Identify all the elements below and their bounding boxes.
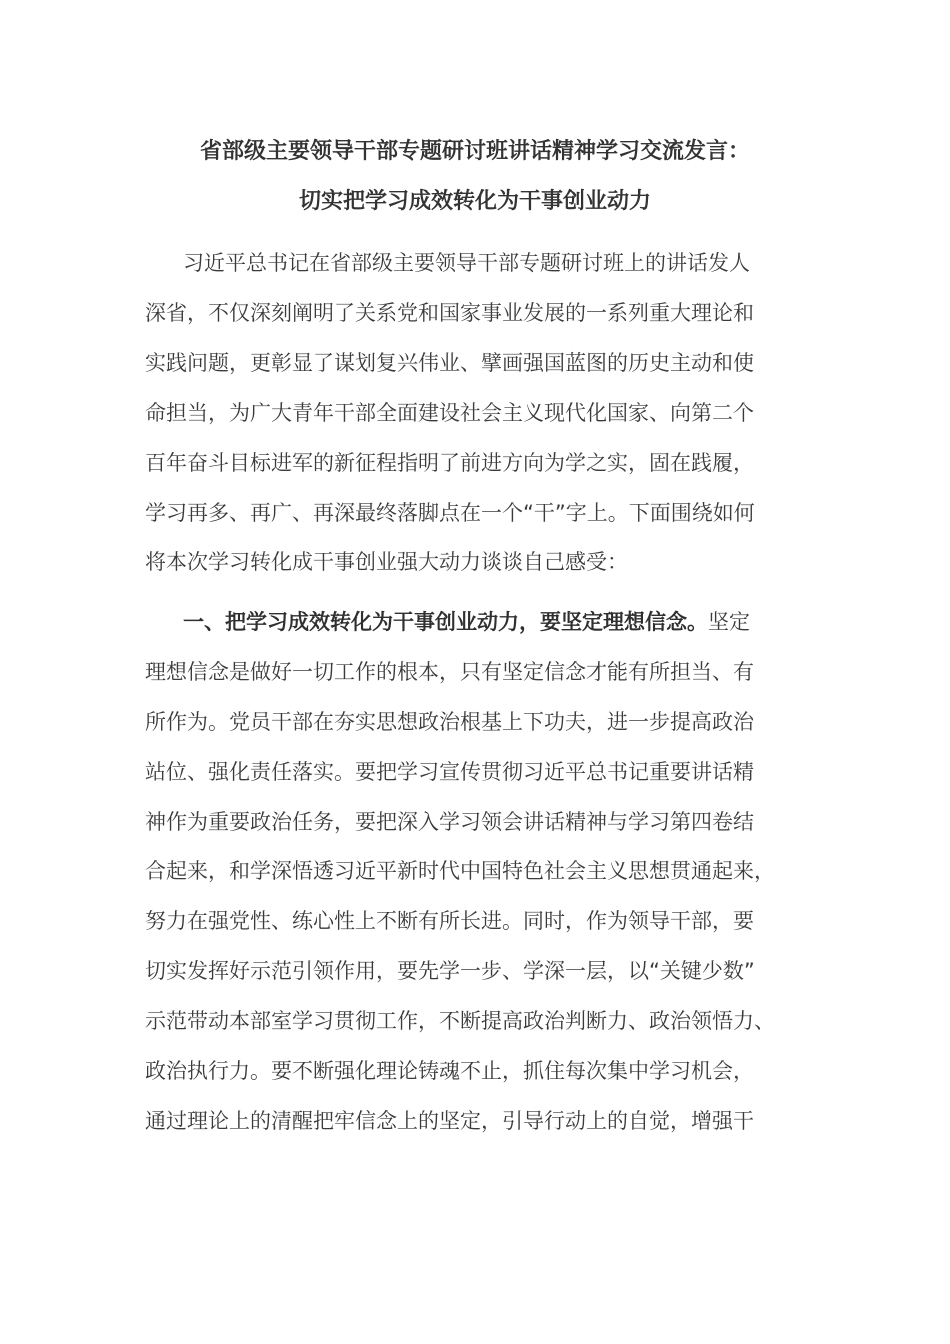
paragraph-1-line: 将本次学习转化成干事创业强大动力谈谈自己感受：	[145, 550, 628, 574]
document-title-line-2: 切实把学习成效转化为干事创业动力	[298, 189, 651, 214]
section-1-line: 努力在强党性、练心性上不断有所长进。同时，作为领导干部，要	[145, 909, 754, 933]
section-1-line: 示范带动本部室学习贯彻工作，不断提高政治判断力、政治领悟力、	[145, 1009, 775, 1033]
paragraph-1-line: 实践问题，更彰显了谋划复兴伟业、擘画强国蓝图的历史主动和使	[145, 351, 754, 375]
section-1-line: 神作为重要政治任务，要把深入学习领会讲话精神与学习第四卷结	[145, 810, 754, 834]
document-title-line-1: 省部级主要领导干部专题研讨班讲话精神学习交流发言：	[199, 139, 750, 164]
section-1-line: 理想信念是做好一切工作的根本，只有坚定信念才能有所担当、有	[145, 660, 754, 684]
paragraph-1-line: 命担当，为广大青年干部全面建设社会主义现代化国家、向第二个	[145, 401, 754, 425]
section-1-line: 所作为。党员干部在夯实思想政治根基上下功夫，进一步提高政治	[145, 710, 754, 734]
section-1-heading: 一、把学习成效转化为干事创业动力，要坚定理想信念。	[183, 610, 708, 634]
paragraph-1-line: 学习再多、再广、再深最终落脚点在一个“干”字上。下面围绕如何	[145, 501, 755, 525]
paragraph-1-line: 百年奋斗目标进军的新征程指明了前进方向为学之实，固在践履，	[145, 451, 754, 475]
section-1-lead-text: 坚定	[708, 610, 750, 634]
paragraph-1-line: 习近平总书记在省部级主要领导干部专题研讨班上的讲话发人	[183, 251, 750, 275]
section-1-line: 切实发挥好示范引领作用，要先学一步、学深一层，以“关键少数”	[145, 959, 755, 983]
section-1-line: 合起来，和学深悟透习近平新时代中国特色社会主义思想贯通起来，	[145, 859, 775, 883]
section-1-first-line	[183, 607, 750, 637]
section-1-line: 站位、强化责任落实。要把学习宣传贯彻习近平总书记重要讲话精	[145, 760, 754, 784]
section-1-line: 政治执行力。要不断强化理论铸魂不止，抓住每次集中学习机会，	[145, 1059, 754, 1083]
section-1-line: 通过理论上的清醒把牢信念上的坚定，引导行动上的自觉，增强干	[145, 1109, 754, 1133]
paragraph-1-line: 深省，不仅深刻阐明了关系党和国家事业发展的一系列重大理论和	[145, 301, 754, 325]
